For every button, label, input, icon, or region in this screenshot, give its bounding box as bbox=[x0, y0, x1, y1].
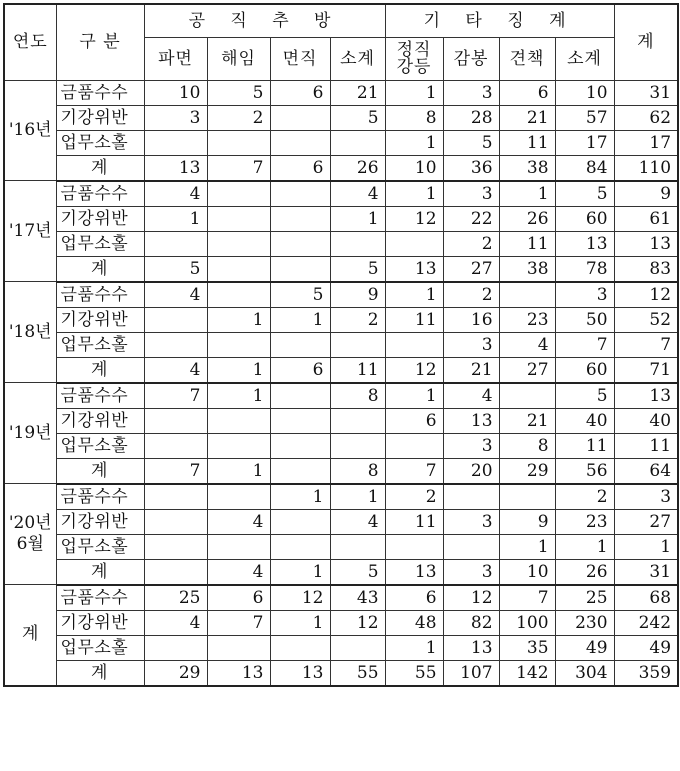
value-cell bbox=[207, 408, 270, 433]
value-cell: 1 bbox=[385, 635, 443, 660]
value-cell: 6 bbox=[270, 80, 330, 105]
value-cell: 2 bbox=[385, 484, 443, 510]
value-cell: 84 bbox=[555, 155, 614, 181]
category-cell: 계 bbox=[56, 155, 144, 181]
value-cell: 12 bbox=[270, 585, 330, 611]
value-cell: 28 bbox=[443, 105, 499, 130]
value-cell: 7 bbox=[144, 458, 207, 484]
value-cell: 13 bbox=[614, 231, 678, 256]
column-header: 감봉 bbox=[443, 37, 499, 80]
value-cell bbox=[443, 534, 499, 559]
total-header: 계 bbox=[614, 4, 678, 80]
value-cell bbox=[207, 206, 270, 231]
value-cell bbox=[270, 231, 330, 256]
value-cell: 5 bbox=[330, 559, 385, 585]
value-cell: 55 bbox=[385, 660, 443, 686]
value-cell: 8 bbox=[385, 105, 443, 130]
group-header-dismissal: 공 직 추 방 bbox=[144, 4, 385, 37]
value-cell: 230 bbox=[555, 610, 614, 635]
value-cell: 3 bbox=[443, 332, 499, 357]
value-cell: 1 bbox=[330, 206, 385, 231]
group-header-other-discipline: 기 타 징 계 bbox=[385, 4, 614, 37]
value-cell: 78 bbox=[555, 256, 614, 282]
table-row bbox=[4, 332, 678, 357]
table-row bbox=[4, 534, 678, 559]
value-cell: 38 bbox=[499, 155, 555, 181]
value-cell: 3 bbox=[443, 181, 499, 207]
value-cell bbox=[330, 534, 385, 559]
value-cell bbox=[144, 307, 207, 332]
value-cell: 16 bbox=[443, 307, 499, 332]
value-cell bbox=[144, 635, 207, 660]
value-cell: 1 bbox=[207, 307, 270, 332]
table-row bbox=[4, 585, 678, 611]
value-cell: 1 bbox=[270, 559, 330, 585]
value-cell: 2 bbox=[330, 307, 385, 332]
value-cell: 29 bbox=[499, 458, 555, 484]
value-cell: 1 bbox=[330, 484, 385, 510]
value-cell: 43 bbox=[330, 585, 385, 611]
value-cell: 1 bbox=[385, 80, 443, 105]
value-cell: 13 bbox=[385, 256, 443, 282]
value-cell: 13 bbox=[443, 408, 499, 433]
value-cell: 100 bbox=[499, 610, 555, 635]
value-cell: 6 bbox=[385, 585, 443, 611]
value-cell: 8 bbox=[330, 458, 385, 484]
discipline-statistics-table bbox=[3, 3, 679, 687]
value-cell: 11 bbox=[385, 509, 443, 534]
table-row bbox=[4, 231, 678, 256]
value-cell: 6 bbox=[499, 80, 555, 105]
value-cell: 50 bbox=[555, 307, 614, 332]
value-cell: 3 bbox=[144, 105, 207, 130]
value-cell: 4 bbox=[207, 509, 270, 534]
value-cell: 5 bbox=[555, 383, 614, 409]
category-cell: 금품수수 bbox=[56, 282, 144, 308]
value-cell: 36 bbox=[443, 155, 499, 181]
category-cell: 기강위반 bbox=[56, 610, 144, 635]
value-cell: 1 bbox=[385, 130, 443, 155]
column-header: 소계 bbox=[330, 37, 385, 80]
value-cell: 17 bbox=[614, 130, 678, 155]
table-row bbox=[4, 155, 678, 181]
value-cell bbox=[270, 534, 330, 559]
value-cell: 5 bbox=[555, 181, 614, 207]
value-cell: 13 bbox=[555, 231, 614, 256]
year-cell: '16년 bbox=[4, 80, 56, 181]
table-row bbox=[4, 559, 678, 585]
value-cell: 4 bbox=[144, 610, 207, 635]
value-cell: 21 bbox=[499, 408, 555, 433]
value-cell: 64 bbox=[614, 458, 678, 484]
value-cell: 26 bbox=[555, 559, 614, 585]
value-cell: 26 bbox=[499, 206, 555, 231]
stacked-line: 강등 bbox=[396, 56, 432, 77]
value-cell: 11 bbox=[385, 307, 443, 332]
table-row bbox=[4, 433, 678, 458]
value-cell bbox=[270, 509, 330, 534]
value-cell bbox=[144, 559, 207, 585]
year-cell: '19년 bbox=[4, 383, 56, 484]
value-cell: 6 bbox=[207, 585, 270, 611]
value-cell: 12 bbox=[443, 585, 499, 611]
value-cell: 21 bbox=[330, 80, 385, 105]
value-cell: 13 bbox=[207, 660, 270, 686]
column-header: 해임 bbox=[207, 37, 270, 80]
value-cell: 1 bbox=[270, 610, 330, 635]
value-cell bbox=[144, 332, 207, 357]
value-cell: 23 bbox=[555, 509, 614, 534]
value-cell: 7 bbox=[207, 155, 270, 181]
value-cell: 7 bbox=[499, 585, 555, 611]
category-cell: 계 bbox=[56, 660, 144, 686]
discipline-table-container bbox=[3, 3, 679, 687]
value-cell: 1 bbox=[385, 383, 443, 409]
table-row bbox=[4, 181, 678, 207]
value-cell bbox=[144, 509, 207, 534]
value-cell: 5 bbox=[330, 105, 385, 130]
value-cell: 7 bbox=[207, 610, 270, 635]
table-row bbox=[4, 206, 678, 231]
category-cell: 업무소홀 bbox=[56, 332, 144, 357]
table-row bbox=[4, 130, 678, 155]
value-cell: 3 bbox=[614, 484, 678, 510]
value-cell: 21 bbox=[443, 357, 499, 383]
value-cell: 23 bbox=[499, 307, 555, 332]
value-cell: 11 bbox=[499, 231, 555, 256]
category-cell: 기강위반 bbox=[56, 206, 144, 231]
value-cell: 1 bbox=[499, 181, 555, 207]
year-cell: '17년 bbox=[4, 181, 56, 282]
value-cell: 5 bbox=[207, 80, 270, 105]
value-cell: 13 bbox=[614, 383, 678, 409]
table-row bbox=[4, 635, 678, 660]
category-cell: 업무소홀 bbox=[56, 433, 144, 458]
table-row bbox=[4, 256, 678, 282]
value-cell bbox=[499, 383, 555, 409]
column-header: 파면 bbox=[144, 37, 207, 80]
table-header bbox=[4, 4, 678, 80]
category-cell: 업무소홀 bbox=[56, 534, 144, 559]
value-cell bbox=[330, 231, 385, 256]
value-cell bbox=[385, 433, 443, 458]
table-row bbox=[4, 282, 678, 308]
value-cell bbox=[270, 130, 330, 155]
category-cell: 업무소홀 bbox=[56, 130, 144, 155]
value-cell bbox=[330, 635, 385, 660]
value-cell: 3 bbox=[443, 433, 499, 458]
value-cell: 7 bbox=[144, 383, 207, 409]
value-cell bbox=[144, 433, 207, 458]
value-cell: 1 bbox=[555, 534, 614, 559]
category-cell: 기강위반 bbox=[56, 105, 144, 130]
value-cell: 11 bbox=[330, 357, 385, 383]
value-cell: 9 bbox=[330, 282, 385, 308]
value-cell bbox=[385, 534, 443, 559]
value-cell: 60 bbox=[555, 206, 614, 231]
value-cell: 1 bbox=[207, 357, 270, 383]
category-cell: 금품수수 bbox=[56, 585, 144, 611]
category-cell: 업무소홀 bbox=[56, 231, 144, 256]
value-cell: 4 bbox=[443, 383, 499, 409]
value-cell bbox=[330, 408, 385, 433]
value-cell: 17 bbox=[555, 130, 614, 155]
value-cell bbox=[385, 332, 443, 357]
value-cell bbox=[207, 484, 270, 510]
value-cell: 4 bbox=[330, 181, 385, 207]
category-cell: 금품수수 bbox=[56, 383, 144, 409]
value-cell: 4 bbox=[144, 181, 207, 207]
value-cell: 55 bbox=[330, 660, 385, 686]
value-cell: 5 bbox=[330, 256, 385, 282]
value-cell: 7 bbox=[614, 332, 678, 357]
value-cell bbox=[270, 181, 330, 207]
table-row bbox=[4, 610, 678, 635]
value-cell bbox=[270, 256, 330, 282]
category-cell: 계 bbox=[56, 256, 144, 282]
value-cell: 1 bbox=[144, 206, 207, 231]
value-cell: 4 bbox=[499, 332, 555, 357]
value-cell bbox=[499, 282, 555, 308]
value-cell bbox=[144, 534, 207, 559]
value-cell bbox=[270, 408, 330, 433]
table-row bbox=[4, 357, 678, 383]
value-cell: 3 bbox=[443, 80, 499, 105]
value-cell: 62 bbox=[614, 105, 678, 130]
value-cell: 11 bbox=[499, 130, 555, 155]
value-cell bbox=[499, 484, 555, 510]
value-cell bbox=[443, 484, 499, 510]
value-cell: 304 bbox=[555, 660, 614, 686]
value-cell: 10 bbox=[555, 80, 614, 105]
value-cell: 11 bbox=[614, 433, 678, 458]
value-cell: 38 bbox=[499, 256, 555, 282]
value-cell: 4 bbox=[330, 509, 385, 534]
category-cell: 계 bbox=[56, 559, 144, 585]
value-cell: 6 bbox=[385, 408, 443, 433]
table-row bbox=[4, 105, 678, 130]
value-cell: 7 bbox=[385, 458, 443, 484]
value-cell bbox=[270, 635, 330, 660]
value-cell: 61 bbox=[614, 206, 678, 231]
column-header: 면직 bbox=[270, 37, 330, 80]
value-cell bbox=[207, 130, 270, 155]
category-cell: 계 bbox=[56, 357, 144, 383]
value-cell: 4 bbox=[144, 282, 207, 308]
value-cell bbox=[207, 181, 270, 207]
value-cell: 29 bbox=[144, 660, 207, 686]
value-cell: 3 bbox=[443, 509, 499, 534]
year-cell: '20년 6월 bbox=[4, 484, 56, 585]
value-cell: 8 bbox=[330, 383, 385, 409]
value-cell: 35 bbox=[499, 635, 555, 660]
value-cell bbox=[270, 433, 330, 458]
value-cell bbox=[207, 282, 270, 308]
value-cell: 71 bbox=[614, 357, 678, 383]
value-cell: 56 bbox=[555, 458, 614, 484]
value-cell: 10 bbox=[385, 155, 443, 181]
value-cell bbox=[385, 231, 443, 256]
value-cell: 83 bbox=[614, 256, 678, 282]
category-cell: 금품수수 bbox=[56, 181, 144, 207]
value-cell: 1 bbox=[207, 383, 270, 409]
value-cell bbox=[144, 408, 207, 433]
stacked-line: 정직 bbox=[396, 39, 432, 60]
value-cell: 2 bbox=[207, 105, 270, 130]
value-cell: 6 bbox=[270, 155, 330, 181]
value-cell: 40 bbox=[555, 408, 614, 433]
value-cell bbox=[330, 332, 385, 357]
value-cell bbox=[270, 105, 330, 130]
value-cell: 26 bbox=[330, 155, 385, 181]
value-cell: 142 bbox=[499, 660, 555, 686]
column-header-suspension bbox=[385, 37, 443, 80]
value-cell: 40 bbox=[614, 408, 678, 433]
value-cell bbox=[270, 206, 330, 231]
category-cell: 계 bbox=[56, 458, 144, 484]
value-cell: 12 bbox=[330, 610, 385, 635]
value-cell bbox=[207, 256, 270, 282]
value-cell: 5 bbox=[144, 256, 207, 282]
value-cell: 82 bbox=[443, 610, 499, 635]
value-cell bbox=[270, 458, 330, 484]
value-cell: 21 bbox=[499, 105, 555, 130]
value-cell: 9 bbox=[499, 509, 555, 534]
category-cell: 금품수수 bbox=[56, 484, 144, 510]
value-cell: 1 bbox=[499, 534, 555, 559]
value-cell bbox=[270, 332, 330, 357]
value-cell bbox=[330, 130, 385, 155]
category-cell: 기강위반 bbox=[56, 307, 144, 332]
table-row bbox=[4, 458, 678, 484]
value-cell: 12 bbox=[385, 357, 443, 383]
value-cell: 110 bbox=[614, 155, 678, 181]
value-cell: 2 bbox=[443, 231, 499, 256]
value-cell: 107 bbox=[443, 660, 499, 686]
value-cell: 1 bbox=[385, 181, 443, 207]
value-cell: 12 bbox=[385, 206, 443, 231]
category-cell: 금품수수 bbox=[56, 80, 144, 105]
value-cell bbox=[207, 534, 270, 559]
category-cell: 업무소홀 bbox=[56, 635, 144, 660]
value-cell: 48 bbox=[385, 610, 443, 635]
value-cell: 25 bbox=[555, 585, 614, 611]
value-cell bbox=[207, 433, 270, 458]
value-cell: 3 bbox=[555, 282, 614, 308]
value-cell bbox=[207, 231, 270, 256]
value-cell: 3 bbox=[443, 559, 499, 585]
table-row bbox=[4, 660, 678, 686]
value-cell: 13 bbox=[270, 660, 330, 686]
header-row-1 bbox=[4, 4, 678, 37]
value-cell: 5 bbox=[443, 130, 499, 155]
table-body bbox=[4, 80, 678, 686]
table-row bbox=[4, 408, 678, 433]
value-cell: 359 bbox=[614, 660, 678, 686]
year-cell: 계 bbox=[4, 585, 56, 686]
value-cell: 11 bbox=[555, 433, 614, 458]
column-header: 소계 bbox=[555, 37, 614, 80]
year-header: 연도 bbox=[4, 4, 56, 80]
value-cell: 7 bbox=[555, 332, 614, 357]
value-cell: 1 bbox=[270, 307, 330, 332]
column-header: 견책 bbox=[499, 37, 555, 80]
value-cell: 13 bbox=[385, 559, 443, 585]
value-cell: 22 bbox=[443, 206, 499, 231]
value-cell: 2 bbox=[443, 282, 499, 308]
value-cell: 242 bbox=[614, 610, 678, 635]
value-cell: 68 bbox=[614, 585, 678, 611]
value-cell: 27 bbox=[499, 357, 555, 383]
value-cell: 31 bbox=[614, 559, 678, 585]
value-cell: 4 bbox=[144, 357, 207, 383]
value-cell: 57 bbox=[555, 105, 614, 130]
value-cell bbox=[330, 433, 385, 458]
value-cell: 1 bbox=[270, 484, 330, 510]
value-cell bbox=[144, 484, 207, 510]
value-cell: 31 bbox=[614, 80, 678, 105]
value-cell: 13 bbox=[443, 635, 499, 660]
value-cell: 27 bbox=[443, 256, 499, 282]
value-cell: 12 bbox=[614, 282, 678, 308]
value-cell: 49 bbox=[555, 635, 614, 660]
value-cell: 20 bbox=[443, 458, 499, 484]
table-row bbox=[4, 307, 678, 332]
value-cell: 8 bbox=[499, 433, 555, 458]
value-cell bbox=[207, 332, 270, 357]
category-header: 구 분 bbox=[56, 4, 144, 80]
value-cell: 1 bbox=[614, 534, 678, 559]
table-row bbox=[4, 80, 678, 105]
category-cell: 기강위반 bbox=[56, 408, 144, 433]
value-cell: 1 bbox=[207, 458, 270, 484]
value-cell: 2 bbox=[555, 484, 614, 510]
value-cell: 25 bbox=[144, 585, 207, 611]
value-cell: 1 bbox=[385, 282, 443, 308]
value-cell: 49 bbox=[614, 635, 678, 660]
value-cell bbox=[270, 383, 330, 409]
value-cell: 52 bbox=[614, 307, 678, 332]
value-cell: 13 bbox=[144, 155, 207, 181]
table-row bbox=[4, 484, 678, 510]
value-cell: 6 bbox=[270, 357, 330, 383]
table-row bbox=[4, 383, 678, 409]
category-cell: 기강위반 bbox=[56, 509, 144, 534]
value-cell: 9 bbox=[614, 181, 678, 207]
year-cell: '18년 bbox=[4, 282, 56, 383]
value-cell: 10 bbox=[499, 559, 555, 585]
value-cell: 10 bbox=[144, 80, 207, 105]
value-cell: 5 bbox=[270, 282, 330, 308]
value-cell bbox=[207, 635, 270, 660]
value-cell bbox=[144, 231, 207, 256]
value-cell: 4 bbox=[207, 559, 270, 585]
table-row bbox=[4, 509, 678, 534]
value-cell bbox=[144, 130, 207, 155]
value-cell: 60 bbox=[555, 357, 614, 383]
value-cell: 27 bbox=[614, 509, 678, 534]
